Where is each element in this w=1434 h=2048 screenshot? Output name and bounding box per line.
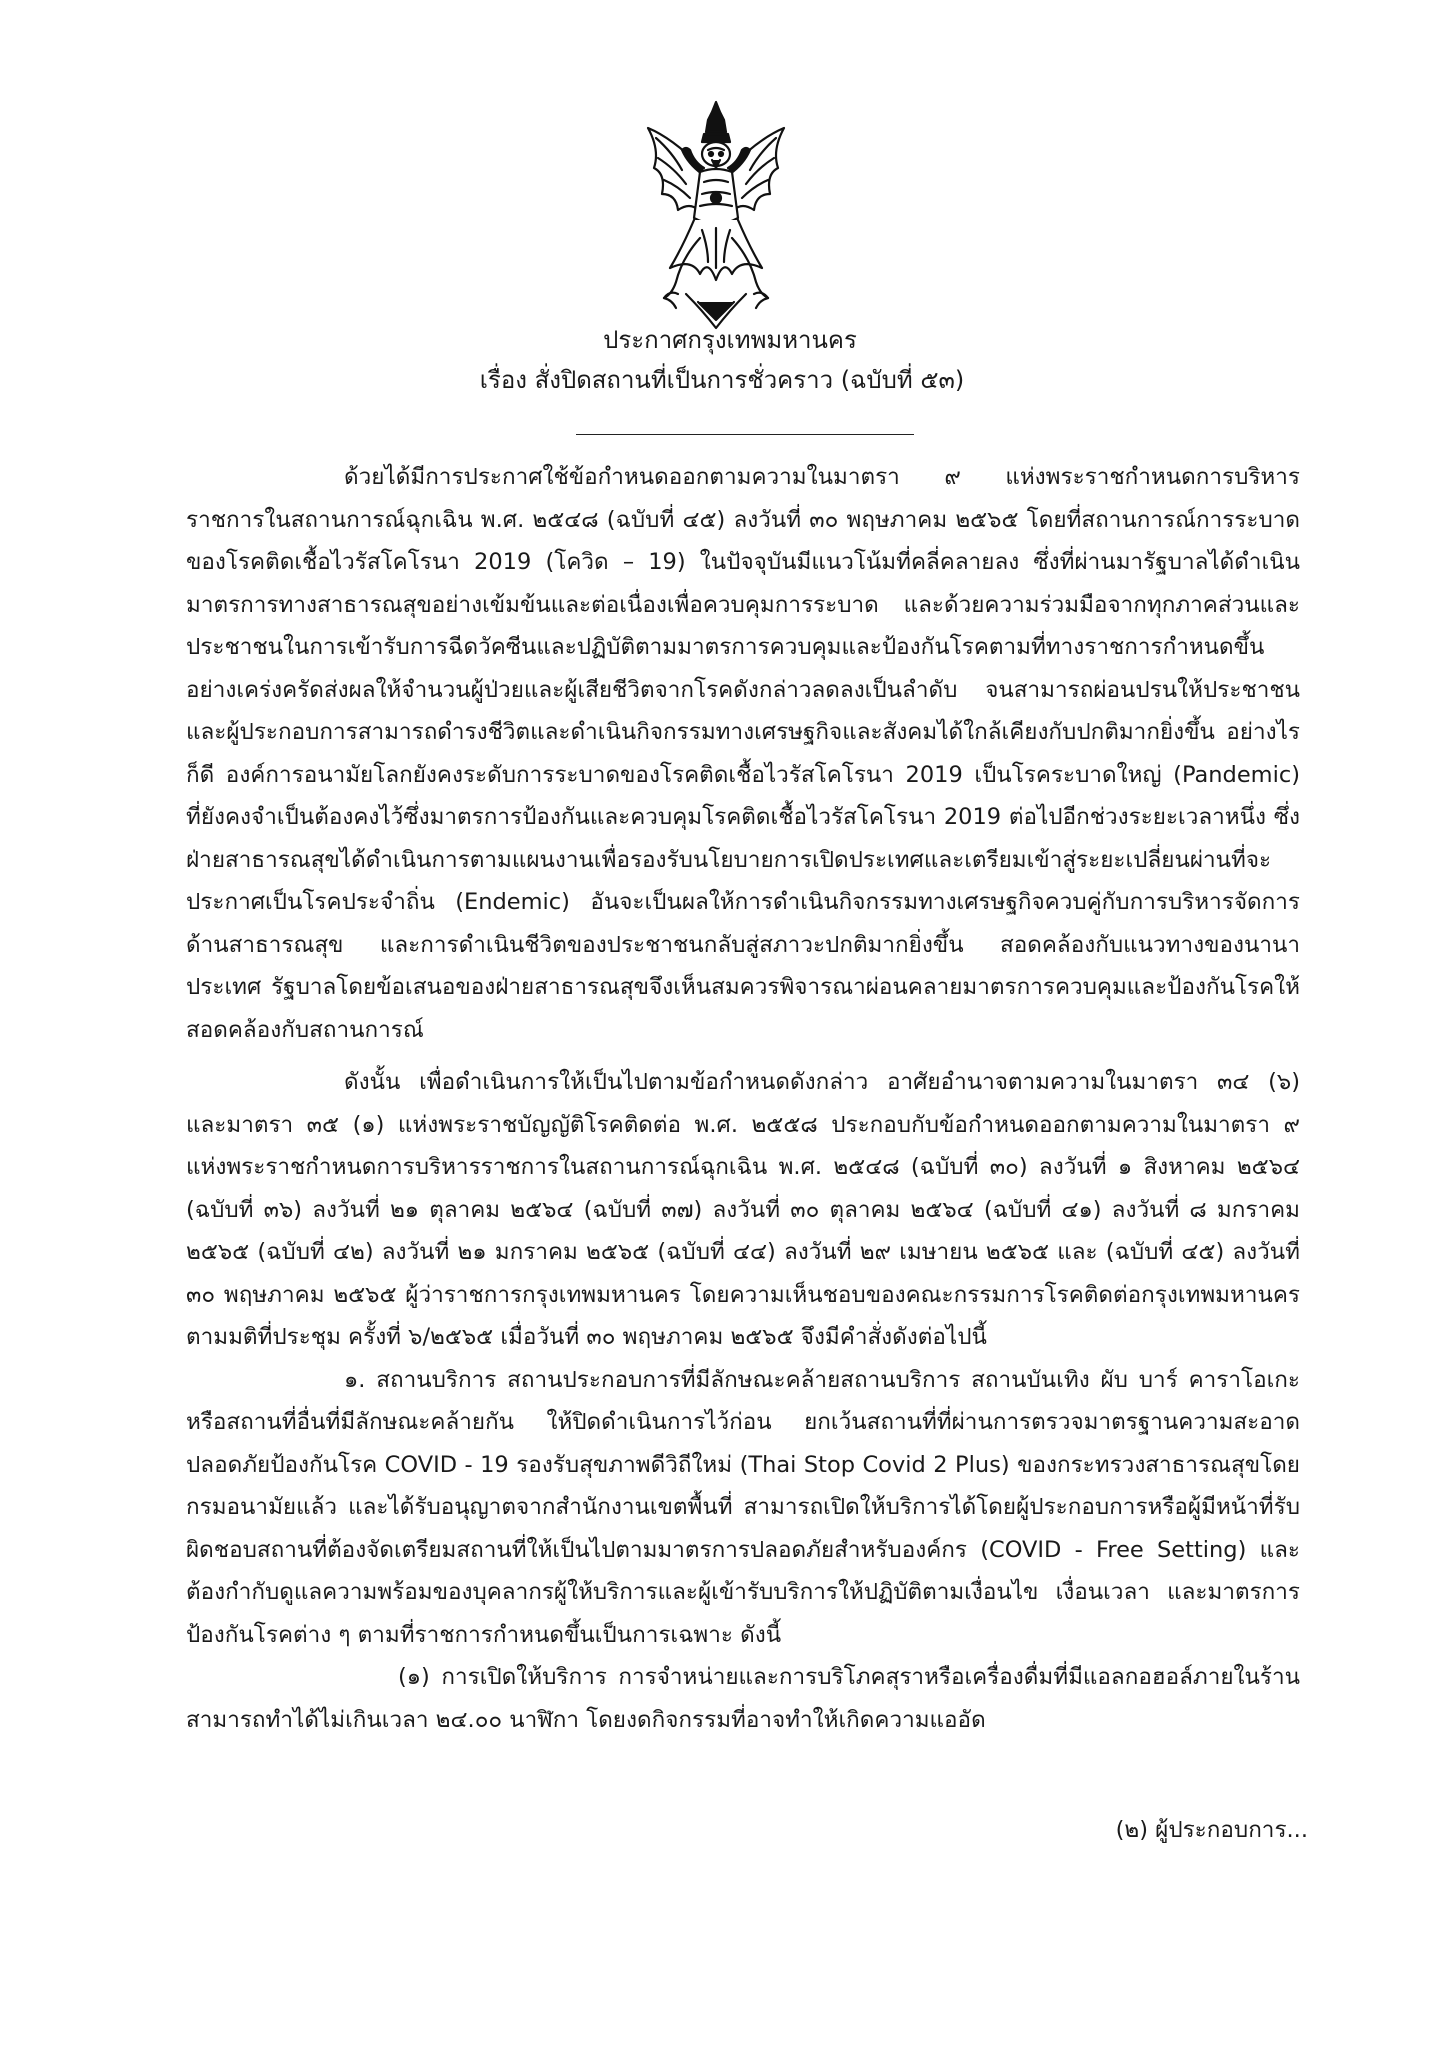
title-divider [576, 434, 914, 435]
continuation-note: (๒) ผู้ประกอบการ... [1115, 1817, 1308, 1843]
paragraph-item-1: ๑. สถานบริการ สถานประกอบการที่มีลักษณะคล้ายสถานบริการ สถานบันเทิง ผับ บาร์ คาราโอเกะ หรือสถานที่อื่นที่มีลักษณะคล้ายกัน ให้ปิดดำเนินการไว้ก่อน ยกเว้นสถานที่ที่ผ่านการตรวจมาตรฐานความสะอาดปลอดภัยป้องกันโรค COVID - 19 รองรับสุขภาพดีวิถีใหม่ (Thai Stop Covid 2 Plus) ของกระทรวงสาธารณสุขโดยกรมอนามัยแล้ว และได้รับอนุญาตจากสำนักงานเขตพื้นที่ สามารถเปิดให้บริการได้โดยผู้ประกอบการหรือผู้มีหน้าที่รับผิดชอบสถานที่ต้องจัดเตรียมสถานที่ให้เป็นไปตามมาตรการปลอดภัยสำหรับองค์กร (COVID - Free Setting) และต้องกำกับดูแลความพร้อมของบุคลากรผู้ให้บริการและผู้เข้ารับบริการให้ปฏิบัติตามเงื่อนไข เงื่อนเวลา และมาตรการป้องกันโรคต่าง ๆ ตามที่ราชการกำหนดขึ้นเป็นการเฉพาะ ดังนี้ [186, 1366, 1300, 1648]
document-body [186, 456, 1300, 1741]
paragraph-subitem-1: (๑) การเปิดให้บริการ การจำหน่ายและการบริโภคสุราหรือเครื่องดื่มที่มีแอลกอฮอล์ภายในร้าน สามารถทำได้ไม่เกินเวลา ๒๔.๐๐ นาฬิกา โดยงดกิจกรรมที่อาจทำให้เกิดความแออัด [186, 1664, 1300, 1733]
paragraph-preamble: ด้วยได้มีการประกาศใช้ข้อกำหนดออกตามความในมาตรา ๙ แห่งพระราชกำหนดการบริหารราชการในสถานการณ์ฉุกเฉิน พ.ศ. ๒๕๔๘ (ฉบับที่ ๔๕) ลงวันที่ ๓๐ พฤษภาคม ๒๕๖๕ โดยที่สถานการณ์การระบาดของโรคติดเชื้อไวรัสโคโรนา 2019 (โควิด – 19) ในปัจจุบันมีแนวโน้มที่คลี่คลายลง ซึ่งที่ผ่านมารัฐบาลได้ดำเนินมาตรการทางสาธารณสุขอย่างเข้มข้นและต่อเนื่องเพื่อควบคุมการระบาด และด้วยความร่วมมือจากทุกภาคส่วนและประชาชนในการเข้ารับการฉีดวัคซีนและปฏิบัติตามมาตรการควบคุมและป้องกันโรคตามที่ทางราชการกำหนดขึ้นอย่างเคร่งครัดส่งผลให้จำนวนผู้ป่วยและผู้เสียชีวิตจากโรคดังกล่าวลดลงเป็นลำดับ จนสามารถผ่อนปรนให้ประชาชนและผู้ประกอบการสามารถดำรงชีวิตและดำเนินกิจกรรมทางเศรษฐกิจและสังคมได้ใกล้เคียงกับปกติมากยิ่งขึ้น อย่างไรก็ดี องค์การอนามัยโลกยังคงระดับการระบาดของโรคติดเชื้อไวรัสโคโรนา 2019 เป็นโรคระบาดใหญ่ (Pandemic) ที่ยังคงจำเป็นต้องคงไว้ซึ่งมาตรการป้องกันและควบคุมโรคติดเชื้อไวรัสโคโรนา 2019 ต่อไปอีกช่วงระยะเวลาหนึ่ง ซึ่งฝ่ายสาธารณสุขได้ดำเนินการตามแผนงานเพื่อรองรับนโยบายการเปิดประเทศและเตรียมเข้าสู่ระยะเปลี่ยนผ่านที่จะประกาศเป็นโรคประจำถิ่น (Endemic) อันจะเป็นผลให้การดำเนินกิจกรรมทางเศรษฐกิจควบคู่กับการบริหารจัดการด้านสาธารณสุข และการดำเนินชีวิตของประชาชนกลับสู่สภาวะปกติมากยิ่งขึ้น สอดคล้องกับแนวทางของนานาประเทศ รัฐบาลโดยข้อเสนอของฝ่ายสาธารณสุขจึงเห็นสมควรพิจารณาผ่อนคลายมาตรการควบคุมและป้องกันโรคให้สอดคล้องกับสถานการณ์ [186, 464, 1300, 1043]
document-subject: เรื่อง สั่งปิดสถานที่เป็นการชั่วคราว (ฉบับที่ ๕๓) [479, 366, 965, 394]
header [0, 320, 1434, 400]
garuda-emblem-icon [642, 98, 790, 334]
paragraph-order: ดังนั้น เพื่อดำเนินการให้เป็นไปตามข้อกำหนดดังกล่าว อาศัยอำนาจตามความในมาตรา ๓๔ (๖) และมาตรา ๓๕ (๑) แห่งพระราชบัญญัติโรคติดต่อ พ.ศ. ๒๕๕๘ ประกอบกับข้อกำหนดออกตามความในมาตรา ๙ แห่งพระราชกำหนดการบริหารราชการในสถานการณ์ฉุกเฉิน พ.ศ. ๒๕๔๘ (ฉบับที่ ๓๐) ลงวันที่ ๑ สิงหาคม ๒๕๖๔ (ฉบับที่ ๓๖) ลงวันที่ ๒๑ ตุลาคม ๒๕๖๔ (ฉบับที่ ๓๗) ลงวันที่ ๓๐ ตุลาคม ๒๕๖๔ (ฉบับที่ ๔๑) ลงวันที่ ๘ มกราคม ๒๕๖๕ (ฉบับที่ ๔๒) ลงวันที่ ๒๑ มกราคม ๒๕๖๕ (ฉบับที่ ๔๔) ลงวันที่ ๒๙ เมษายน ๒๕๖๕ และ (ฉบับที่ ๔๕) ลงวันที่ ๓๐ พฤษภาคม ๒๕๖๕ ผู้ว่าราชการกรุงเทพมหานคร โดยความเห็นชอบของคณะกรรมการโรคติดต่อกรุงเทพมหานคร ตามมติที่ประชุม ครั้งที่ ๖/๒๕๖๕ เมื่อวันที่ ๓๐ พฤษภาคม ๒๕๖๕ จึงมีคำสั่งดังต่อไปนี้ [186, 1069, 1300, 1350]
page-title: ประกาศกรุงเทพมหานคร [603, 326, 857, 354]
